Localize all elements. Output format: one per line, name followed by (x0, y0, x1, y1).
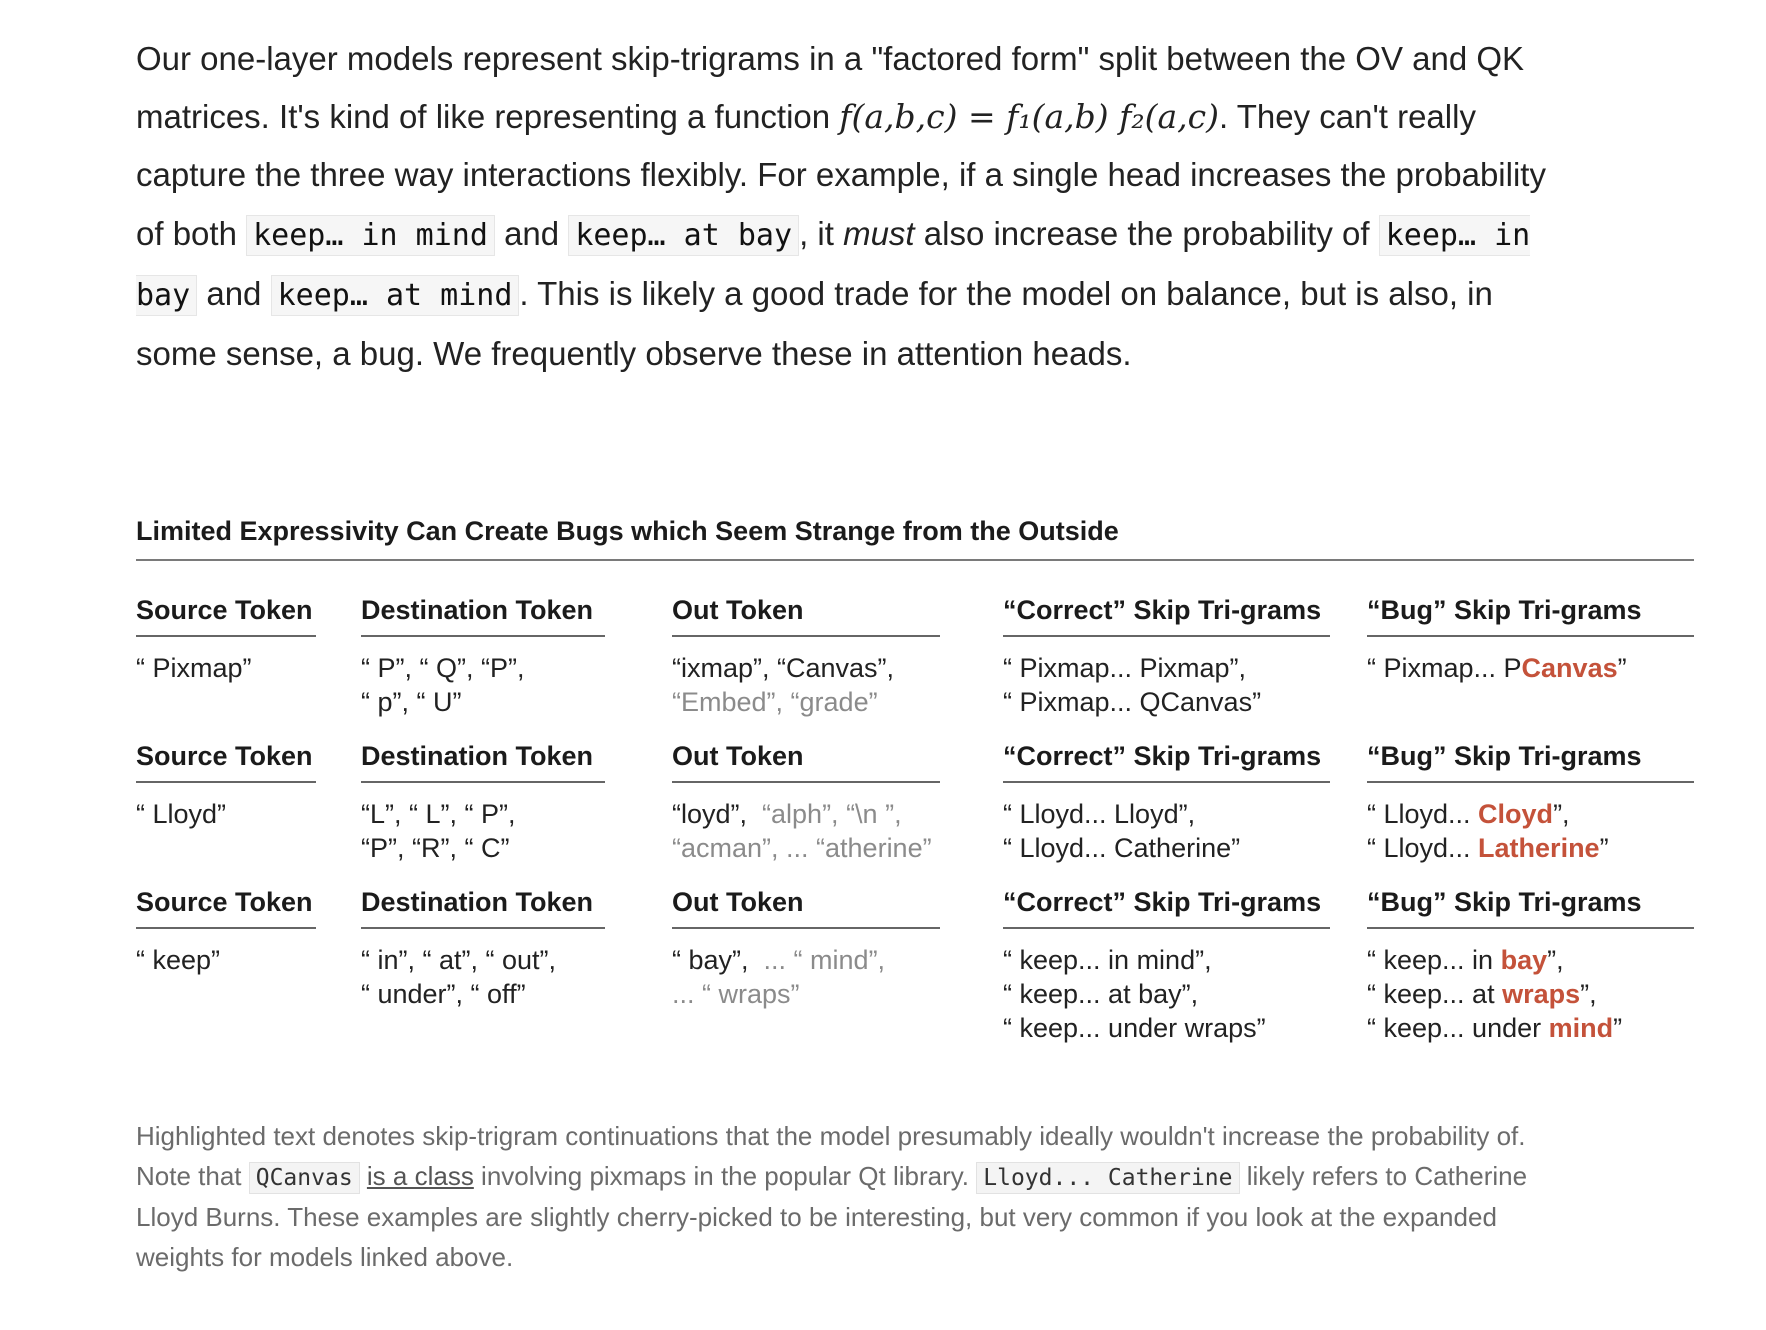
bug-highlight: bay (1500, 945, 1548, 975)
bug-prefix: “ keep... in (1367, 945, 1501, 975)
paragraph-text: , it (799, 214, 844, 252)
header-bug-trigrams: “Bug” Skip Tri-grams (1367, 595, 1694, 637)
emphasis-must: must (843, 214, 915, 252)
bug-suffix: ”, (1580, 979, 1597, 1009)
bug-trigrams-value (1367, 797, 1694, 865)
bug-prefix: “ Pixmap... P (1367, 653, 1522, 683)
out-token-value (672, 797, 940, 865)
out-token-value (672, 651, 940, 719)
source-token-cell (136, 887, 316, 977)
bug-highlight: wraps (1502, 979, 1581, 1009)
destination-line: “L”, “ L”, “ P”, (361, 799, 516, 829)
source-token-value: “ Lloyd” (136, 799, 227, 829)
correct-trigrams-cell (1003, 887, 1330, 1045)
out-token-line: “ixmap”, “Canvas”, (672, 653, 895, 683)
out-token-text-muted: “alph”, “\n ”, (762, 799, 902, 829)
source-token-cell (136, 595, 316, 685)
out-token-line (672, 943, 940, 977)
code-keep-in-mind: keep… in mind (246, 215, 495, 256)
destination-line: “ P”, “ Q”, “P”, (361, 653, 525, 683)
paragraph-text: . They can't really capture the three way interactions flexibly. For example, if a single head increases the probability of both (136, 98, 1546, 252)
header-source-token: Source Token (136, 887, 316, 929)
bug-trigrams-value (1367, 651, 1694, 685)
correct-trigram: “ Lloyd... Lloyd”, (1003, 799, 1196, 829)
out-token-cell (672, 887, 940, 1011)
destination-token-value (361, 943, 605, 1011)
caption-text: Highlighted text denotes skip-trigram continuations that the model presumably ideally wouldn't increase the probability of. Note that (136, 1121, 1526, 1191)
out-token-cell (672, 595, 940, 719)
correct-trigrams-value (1003, 943, 1330, 1045)
out-token-cell (672, 741, 940, 865)
bug-prefix: “ Lloyd... (1367, 833, 1479, 863)
header-destination-token: Destination Token (361, 887, 605, 929)
bug-highlight: Cloyd (1478, 799, 1554, 829)
header-destination-token: Destination Token (361, 595, 605, 637)
bug-prefix: “ keep... at (1367, 979, 1503, 1009)
bug-prefix: “ Lloyd... (1367, 799, 1479, 829)
correct-trigram: “ Pixmap... Pixmap”, (1003, 653, 1247, 683)
correct-trigrams-value (1003, 797, 1330, 865)
bug-prefix: “ keep... under (1367, 1013, 1549, 1043)
destination-line: “ under”, “ off” (361, 979, 526, 1009)
correct-trigrams-cell (1003, 595, 1330, 719)
destination-line: “ in”, “ at”, “ out”, (361, 945, 557, 975)
intro-paragraph (136, 30, 1576, 383)
is-a-class-link[interactable]: is a class (366, 1160, 474, 1191)
source-token-cell (136, 741, 316, 831)
destination-token-value (361, 651, 605, 719)
bug-suffix: ” (1613, 1013, 1623, 1043)
header-source-token: Source Token (136, 741, 316, 783)
bug-trigram (1367, 1011, 1694, 1045)
bug-trigram (1367, 977, 1694, 1011)
header-source-token: Source Token (136, 595, 316, 637)
destination-line: “P”, “R”, “ C” (361, 833, 510, 863)
destination-token-cell (361, 595, 605, 719)
header-correct-trigrams: “Correct” Skip Tri-grams (1003, 887, 1330, 929)
code-keep-at-mind: keep… at mind (271, 275, 520, 316)
correct-trigrams-value (1003, 651, 1330, 719)
out-token-value (672, 943, 940, 1011)
bug-suffix: ” (1617, 653, 1627, 683)
header-bug-trigrams: “Bug” Skip Tri-grams (1367, 741, 1694, 783)
code-keep-at-bay: keep… at bay (568, 215, 799, 256)
code-qcanvas: QCanvas (249, 1162, 360, 1194)
out-token-text: “loyd”, (672, 799, 748, 829)
skip-trigram-table (136, 595, 1696, 1043)
correct-trigram: “ Pixmap... QCanvas” (1003, 687, 1262, 717)
out-token-line: “acman”, ... “atherine” (672, 833, 932, 863)
bug-highlight: Latherine (1478, 833, 1600, 863)
bug-trigrams-cell (1367, 741, 1694, 865)
figure-caption (136, 1117, 1556, 1277)
math-formula: f(a,b,c) = f₁(a,b) f₂(a,c) (839, 97, 1219, 137)
header-out-token: Out Token (672, 595, 940, 637)
paragraph-text: . This is likely a good trade for the model on balance, but is also, in some sense, a bug. We frequently observe these in attention heads. (136, 274, 1493, 373)
bug-trigram (1367, 651, 1694, 685)
source-token-value: “ keep” (136, 945, 221, 975)
out-token-text-muted: ... “ mind”, (763, 945, 886, 975)
code-lloyd-catherine: Lloyd... Catherine (976, 1162, 1239, 1194)
destination-token-value (361, 797, 605, 865)
header-bug-trigrams: “Bug” Skip Tri-grams (1367, 887, 1694, 929)
bug-suffix: ”, (1547, 945, 1564, 975)
paragraph-text: also increase the probability of (914, 214, 1379, 252)
correct-trigram: “ keep... at bay”, (1003, 979, 1199, 1009)
correct-trigram: “ keep... in mind”, (1003, 945, 1212, 975)
out-token-text: “ bay”, (672, 945, 749, 975)
correct-trigram: “ Lloyd... Catherine” (1003, 833, 1241, 863)
destination-token-cell (361, 887, 605, 1011)
bug-trigram (1367, 943, 1694, 977)
bug-trigram (1367, 797, 1694, 831)
header-out-token: Out Token (672, 887, 940, 929)
figure-title: Limited Expressivity Can Create Bugs which Seem Strange from the Outside (136, 516, 1694, 561)
caption-text: likely refers to Catherine Lloyd Burns. These examples are slightly cherry-picked to be interesting, but very common if you look at the expanded weights for models linked above. (136, 1160, 1528, 1272)
header-out-token: Out Token (672, 741, 940, 783)
correct-trigrams-cell (1003, 741, 1330, 865)
table-row (136, 887, 1696, 1043)
bug-highlight: mind (1548, 1013, 1614, 1043)
bug-trigram (1367, 831, 1694, 865)
table-row (136, 741, 1696, 887)
bug-trigrams-cell (1367, 887, 1694, 1045)
out-token-line: ... “ wraps” (672, 979, 800, 1009)
caption-text: involving pixmaps in the popular Qt library. (473, 1160, 977, 1191)
header-correct-trigrams: “Correct” Skip Tri-grams (1003, 741, 1330, 783)
out-token-line: “Embed”, “grade” (672, 687, 878, 717)
bug-trigrams-cell (1367, 595, 1694, 685)
out-token-line (672, 797, 940, 831)
source-token-value: “ Pixmap” (136, 653, 252, 683)
paragraph-text: and (494, 214, 569, 252)
bug-suffix: ”, (1553, 799, 1570, 829)
bug-highlight: Canvas (1521, 653, 1618, 683)
destination-line: “ p”, “ U” (361, 687, 462, 717)
table-row (136, 595, 1696, 741)
paragraph-text: and (197, 274, 271, 312)
bug-suffix: ” (1599, 833, 1609, 863)
destination-token-cell (361, 741, 605, 865)
header-correct-trigrams: “Correct” Skip Tri-grams (1003, 595, 1330, 637)
code-keep-in-bay: keep… in bay (136, 215, 1530, 316)
bug-trigrams-value (1367, 943, 1694, 1045)
header-destination-token: Destination Token (361, 741, 605, 783)
paragraph-text: Our one-layer models represent skip-trigrams in a "factored form" split between the OV and QK matrices. It's kind of like representing a function (136, 40, 1525, 136)
correct-trigram: “ keep... under wraps” (1003, 1013, 1266, 1043)
